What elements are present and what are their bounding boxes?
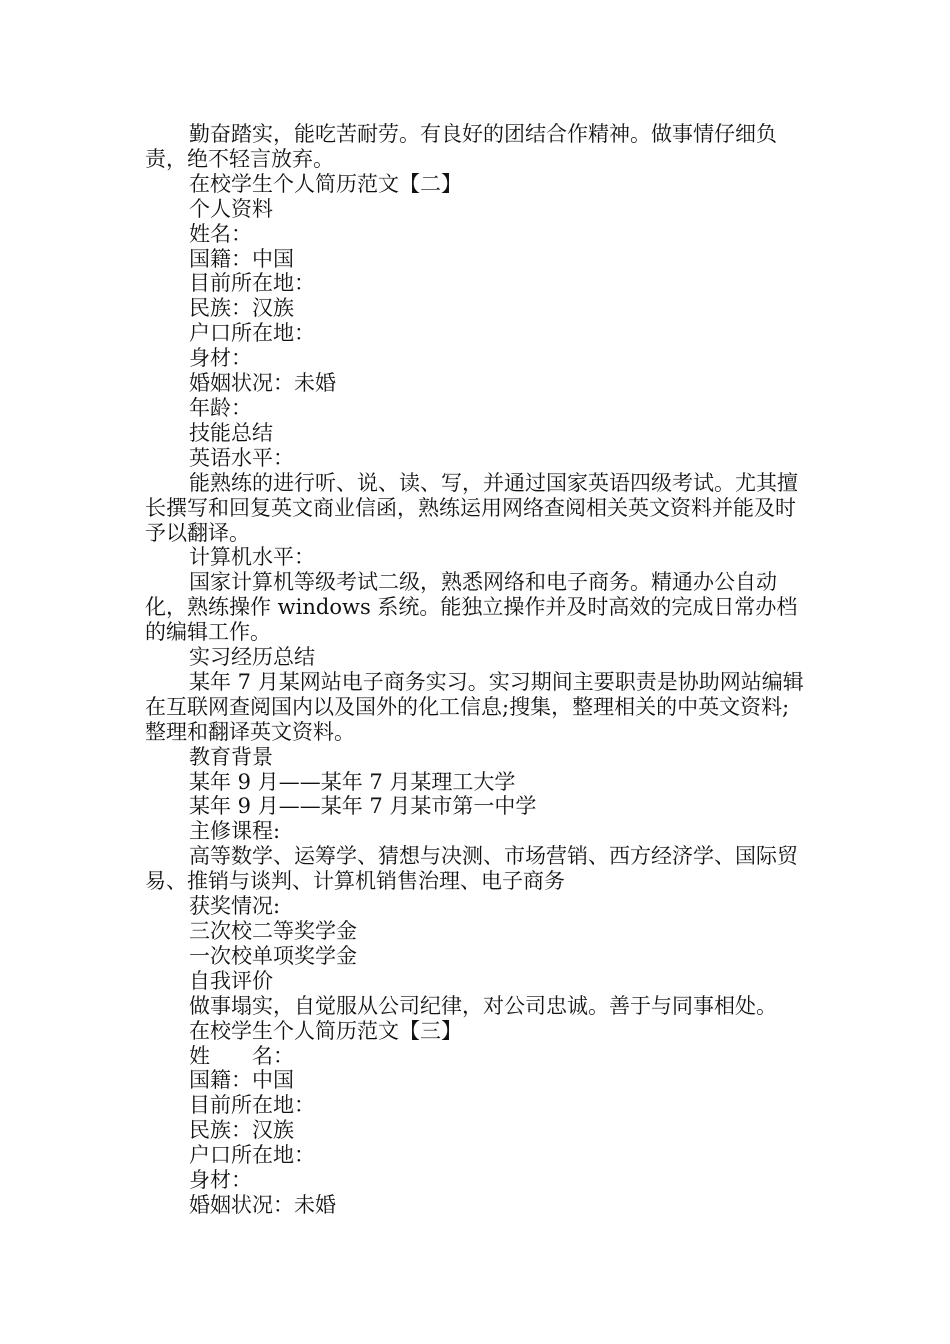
subsection-heading: 实习经历总结: [189, 645, 315, 670]
document-body: [145, 122, 807, 1218]
paragraph: 某年 7 月某网站电子商务实习。实习期间主要职责是协助网站编辑在互联网查阅国内以及国外的化工信息;搜集，整理相关的中英文资料;整理和翻译英文资料。: [145, 669, 804, 744]
field-line: 婚姻状况：未婚: [189, 1192, 336, 1217]
paragraph: 国家计算机等级考试二级，熟悉网络和电子商务。精通办公自动化，熟练操作 windows 系统。能独立操作并及时高效的完成日常办档的编辑工作。: [145, 570, 798, 645]
field-line: 民族：汉族: [189, 296, 294, 321]
paragraph: 高等数学、运筹学、猜想与决测、市场营销、西方经济学、国际贸易、推销与谈判、计算机销售治理、电子商务: [145, 844, 798, 894]
subsection-heading: 自我评价: [189, 968, 273, 993]
subsection-heading: 技能总结: [189, 420, 273, 445]
field-line: 目前所在地：: [189, 271, 315, 296]
section-heading: 在校学生个人简历范文【三】: [189, 1018, 462, 1043]
field-line: 户口所在地：: [189, 1143, 315, 1168]
field-line: 计算机水平：: [189, 545, 315, 570]
field-line: 国籍：中国: [189, 246, 294, 271]
field-line: 某年 9 月——某年 7 月某市第一中学: [189, 794, 537, 819]
field-line: 年龄：: [189, 395, 252, 420]
paragraph: 能熟练的进行听、说、读、写，并通过国家英语四级考试。尤其擅长撰写和回复英文商业信函，熟练运用网络查阅相关英文资料并能及时予以翻译。: [145, 470, 798, 545]
subsection-heading: 教育背景: [189, 744, 273, 769]
field-line: 身材：: [189, 346, 252, 371]
field-line: 身材：: [189, 1168, 252, 1193]
field-line: 获奖情况:: [189, 894, 281, 919]
field-line: 目前所在地：: [189, 1093, 315, 1118]
field-line: 婚姻状况：未婚: [189, 371, 336, 396]
field-line: 姓名：: [189, 221, 252, 246]
section-heading: 在校学生个人简历范文【二】: [189, 171, 462, 196]
field-line: 民族：汉族: [189, 1118, 294, 1143]
field-line: 主修课程:: [189, 819, 281, 844]
field-line: 一次校单项奖学金: [189, 943, 357, 968]
paragraph: 做事塌实，自觉服从公司纪律，对公司忠诚。善于与同事相处。: [189, 993, 777, 1018]
paragraph: 勤奋踏实，能吃苦耐劳。有良好的团结合作精神。做事情仔细负责，绝不轻言放弃。: [145, 122, 777, 171]
field-line: 户口所在地：: [189, 321, 315, 346]
field-line: 某年 9 月——某年 7 月某理工大学: [189, 769, 516, 794]
field-line: 英语水平：: [189, 445, 294, 470]
field-line: 姓 名：: [189, 1043, 294, 1068]
field-line: 三次校二等奖学金: [189, 919, 357, 943]
subsection-heading: 个人资料: [189, 196, 273, 221]
field-line: 国籍：中国: [189, 1068, 294, 1093]
